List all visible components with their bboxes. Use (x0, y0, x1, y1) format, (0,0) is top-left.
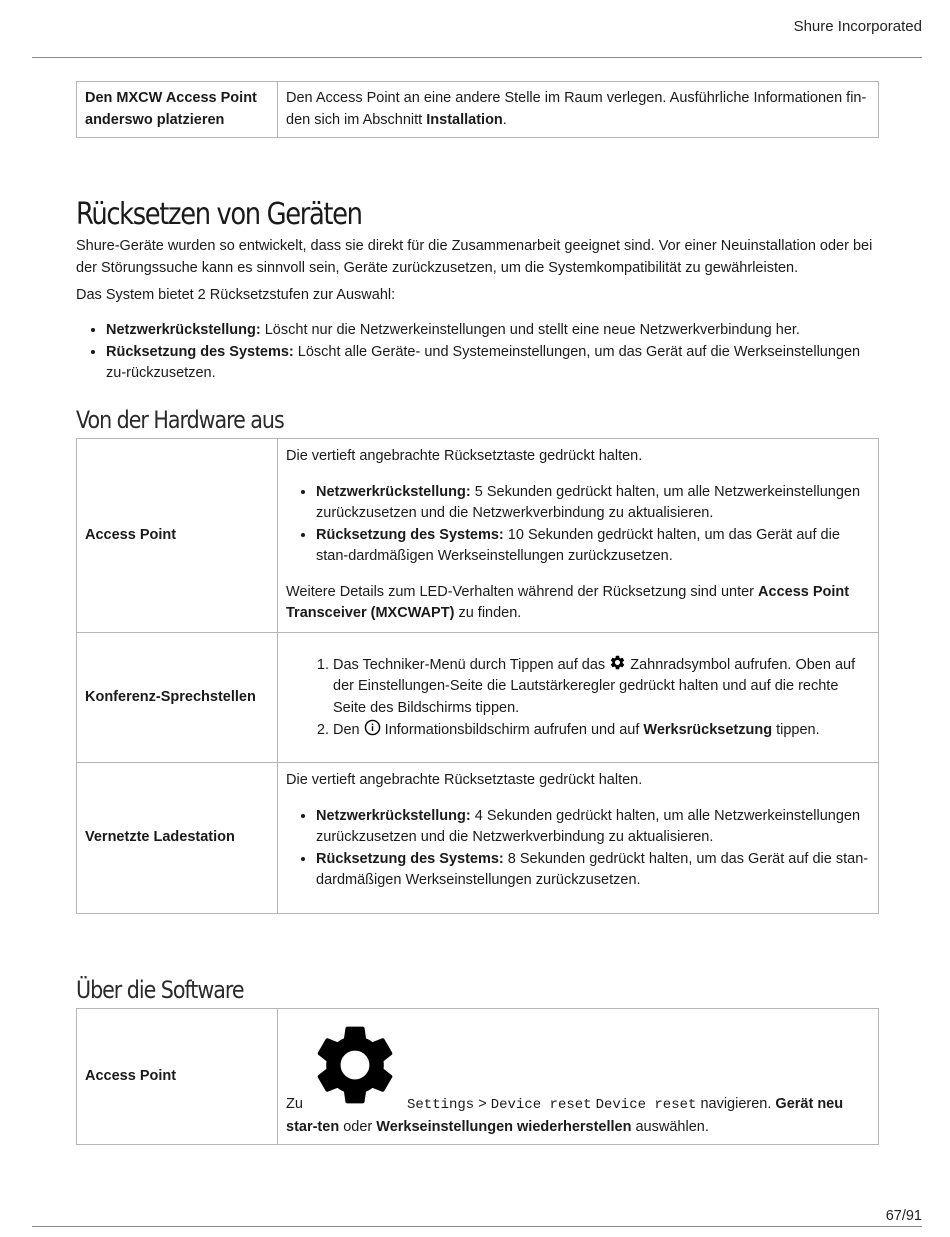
table-row (77, 439, 879, 633)
row-text: Den Access Point an eine andere Stelle im Raum verlegen. Ausführliche Informationen fin-den sich im Abschnitt (286, 90, 867, 128)
item-text: 10 Sekunden gedrückt halten, um das Gerät auf die stan-dardmäßigen Werkseinstellungen zurückzusetzen. (316, 526, 840, 565)
row-intro: Die vertieft angebrachte Rücksetztaste gedrückt halten. (286, 448, 643, 465)
item-text: 5 Sekunden gedrückt halten, um alle Netzwerkeinstellungen zurückzusetzen und die Netzwerkverbindung zu aktualisieren. (316, 483, 861, 522)
levels-intro: Das System bietet 2 Rücksetzstufen zur Auswahl: (76, 287, 396, 303)
nav-text-end: auswählen. (631, 1118, 709, 1135)
row-content (278, 439, 879, 633)
section-title: Rücksetzen von Geräten (76, 197, 362, 232)
header-company: Shure Incorporated (793, 18, 922, 35)
list-item (106, 320, 878, 342)
row-label: Konferenz-Sprechstellen (77, 633, 278, 763)
gear-icon (609, 654, 626, 671)
software-table (76, 1008, 879, 1145)
list-item (316, 482, 870, 525)
row-details (286, 582, 870, 625)
hardware-table (76, 438, 879, 914)
header-rule (32, 57, 922, 58)
row-intro: Die vertieft angebrachte Rücksetztaste gedrückt halten. (286, 772, 643, 789)
details-text: Weitere Details zum LED-Verhalten während der Rücksetzung sind unter (286, 583, 759, 600)
row-content (278, 633, 879, 763)
row-label: Den MXCW Access Point anderswo platzieren (77, 82, 278, 138)
gear-icon (307, 1017, 403, 1113)
nav-text: oder (339, 1118, 377, 1135)
hardware-heading: Von der Hardware aus (76, 406, 284, 434)
section-intro: Shure-Geräte wurden so entwickelt, dass sie direkt für die Zusammenarbeit geeignet sind. Vor einer Neuinstallation oder bei der Störungssuche kann es sinnvoll sein, Geräte zurückzusetzen, um die Systemkompatibilität zu gewährleisten. (76, 238, 873, 276)
row-content (278, 82, 879, 138)
step-text: Den (333, 722, 364, 738)
installation-link[interactable]: Installation (426, 111, 503, 128)
step-text-end: tippen. (772, 722, 820, 738)
software-heading: Über die Software (76, 976, 244, 1004)
placement-table (76, 81, 879, 138)
steps-list (286, 654, 870, 742)
page-number: 67/91 (885, 1208, 922, 1224)
list-item (316, 525, 870, 568)
device-reset-path: Device reset (595, 1097, 697, 1113)
item-term: Rücksetzung des Systems: (316, 526, 504, 543)
row-label: Access Point (77, 1009, 278, 1145)
factory-reset-label: Werksrücksetzung (643, 722, 773, 738)
item-text: 4 Sekunden gedrückt halten, um alle Netzwerkeinstellungen zurückzusetzen und die Netzwerkverbindung zu aktualisieren. (316, 807, 861, 846)
level-term: Netzwerkrückstellung: (106, 322, 261, 338)
table-row (77, 1009, 879, 1145)
factory-reset-option: Werkseinstellungen wiederherstellen (376, 1118, 632, 1135)
footer-rule (32, 1226, 922, 1227)
list-item (333, 654, 870, 720)
row-content (278, 763, 879, 914)
list-item (333, 719, 870, 742)
step-text: Informationsbildschirm aufrufen und auf (380, 722, 644, 738)
level-term: Rücksetzung des Systems: (106, 343, 294, 360)
item-term: Netzwerkrückstellung: (316, 483, 471, 500)
details-text-end: zu finden. (454, 605, 522, 622)
restart-option: Gerät neu star-ten (286, 1096, 844, 1135)
nav-text: navigieren. (696, 1096, 776, 1112)
table-row (77, 82, 879, 138)
table-row (77, 633, 879, 763)
nav-text: Zu (286, 1096, 303, 1112)
settings-path: Settings (406, 1097, 475, 1113)
reset-steps-list (286, 482, 870, 568)
device-reset-path: Device reset (490, 1097, 592, 1113)
row-label: Vernetzte Ladestation (77, 763, 278, 914)
item-term: Netzwerkrückstellung: (316, 807, 471, 824)
table-row (77, 763, 879, 914)
level-text: Löscht alle Geräte- und Systemeinstellungen, um das Gerät auf die Werkseinstellungen zu-rückzusetzen. (106, 343, 861, 381)
list-item (316, 806, 870, 849)
info-circle-icon (364, 719, 381, 736)
level-text: Löscht nur die Netzwerkeinstellungen und stellt eine neue Netzwerkverbindung her. (260, 322, 800, 338)
levels-list-wrapper (76, 320, 878, 385)
row-text-end: . (502, 111, 507, 128)
list-item (106, 342, 878, 385)
row-label: Access Point (77, 439, 278, 633)
item-text: 8 Sekunden gedrückt halten, um das Gerät auf die stan-dardmäßigen Werkseinstellungen zurückzusetzen. (316, 850, 869, 889)
item-term: Rücksetzung des Systems: (316, 850, 504, 867)
step-text: Zahnradsymbol aufrufen. Oben auf der Einstellungen-Seite die Lautstärkeregler gedrückt halten und auf die rechte Seite des Bildschirms tippen. (333, 656, 856, 716)
reset-steps-list (286, 806, 870, 892)
step-text: Das Techniker-Menü durch Tippen auf das (333, 656, 610, 673)
list-item (316, 849, 870, 892)
reset-levels-list (76, 320, 878, 385)
row-content (278, 1009, 879, 1145)
transceiver-link[interactable]: Access Point Transceiver (MXCWAPT) (286, 583, 850, 622)
path-separator: > (474, 1096, 491, 1112)
